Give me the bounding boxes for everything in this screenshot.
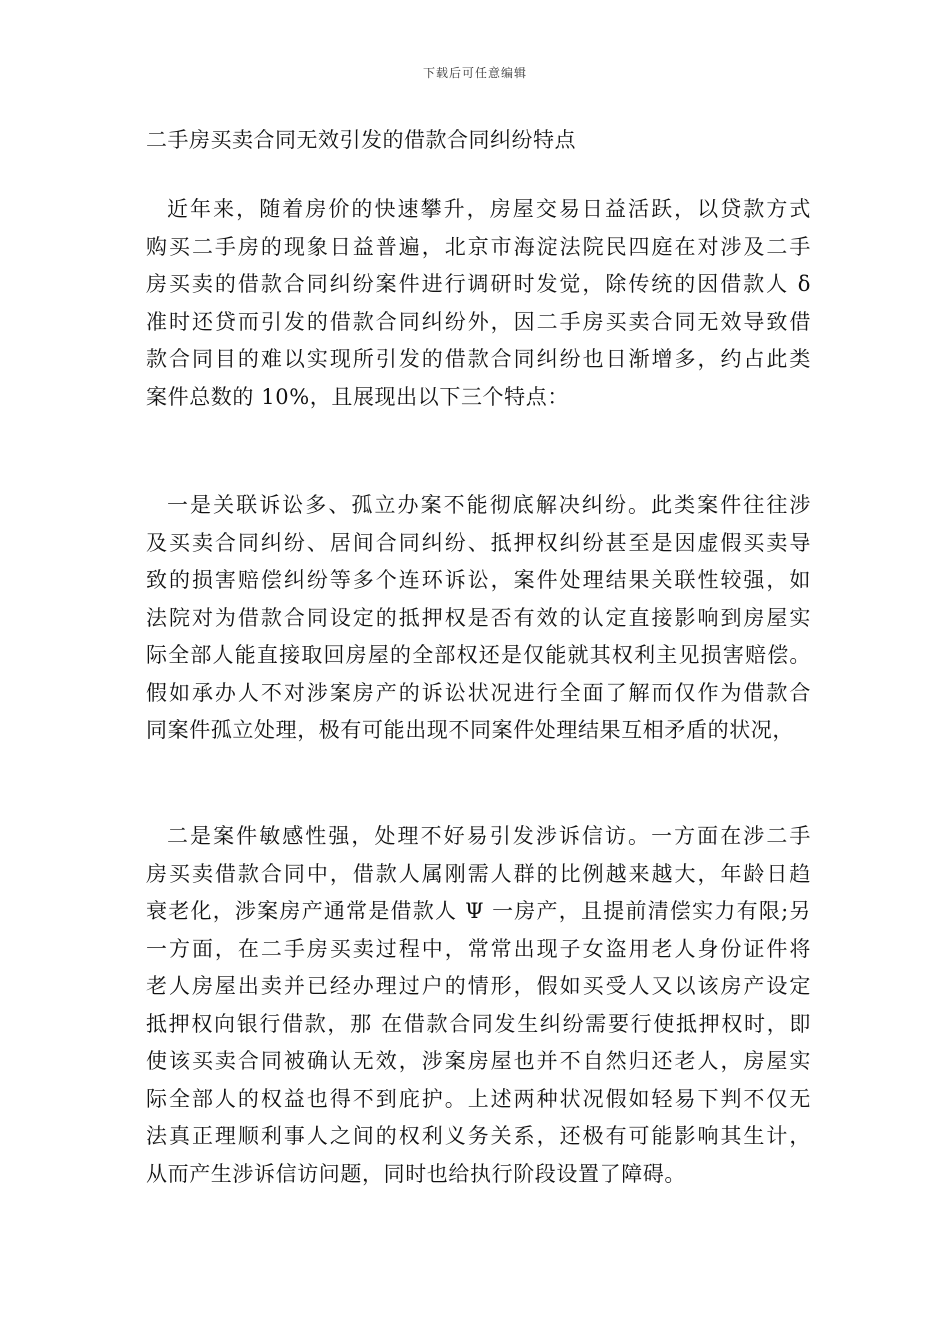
paragraph-line: 从而产生涉诉信访问题，同时也给执行阶段设置了障碍。	[146, 1161, 686, 1186]
paragraph-line: 准时还贷而引发的借款合同纠纷外，因二手房买卖合同无效导致借	[146, 309, 811, 334]
paragraph-line: 法院对为借款合同设定的抵押权是否有效的认定直接影响到房屋实	[146, 605, 811, 630]
paragraph-line: 法真正理顺利事人之间的权利义务关系，还极有可能影响其生计，	[146, 1124, 811, 1148]
paragraph-line: 抵押权向银行借款，那 在借款合同发生纠纷需要行使抵押权时，即	[146, 1011, 811, 1036]
paragraph-line: 案件总数的 10%，且展现出以下三个特点：	[146, 384, 569, 409]
paragraph-line: 际全部人能直接取回房屋的全部权还是仅能就其权利主见损害赔偿。	[146, 643, 811, 667]
paragraph-line: 二是案件敏感性强，处理不好易引发涉诉信访。一方面在涉二手	[167, 824, 811, 848]
paragraph-line: 近年来，随着房价的快速攀升，房屋交易日益活跃，以贷款方式	[167, 197, 811, 221]
paragraph-line: 际全部人的权益也得不到庇护。上述两种状况假如轻易下判不仅无	[146, 1086, 811, 1111]
paragraph-line: 老人房屋出卖并已经办理过户的情形，假如买受人又以该房产设定	[146, 974, 811, 998]
paragraph-line: 房买卖的借款合同纠纷案件进行调研时发觉，除传统的因借款人 δ	[146, 272, 811, 296]
paragraph-intro	[146, 191, 811, 416]
paragraph-line: 及买卖合同纠纷、居间合同纠纷、抵押权纠纷甚至是因虚假买卖导	[146, 530, 811, 555]
paragraph-line: 款合同目的难以实现所引发的借款合同纠纷也日渐增多，约占此类	[146, 347, 811, 371]
paragraph-line: 一方面，在二手房买卖过程中，常常出现子女盗用老人身份证件将	[146, 936, 811, 961]
paragraph-line: 使该买卖合同被确认无效，涉案房屋也并不自然归还老人，房屋实	[146, 1049, 811, 1073]
paragraph-line: 一是关联诉讼多、孤立办案不能彻底解决纠纷。此类案件往往涉	[167, 493, 811, 517]
paragraph-line: 同案件孤立处理，极有可能出现不同案件处理结果互相矛盾的状况，	[146, 718, 794, 742]
paragraph-line: 衰老化，涉案房产通常是借款人 Ψ 一房产，且提前清偿实力有限;另	[146, 899, 811, 923]
paragraph-point-one	[146, 487, 811, 750]
document-title: 二手房买卖合同无效引发的借款合同纠纷特点	[146, 128, 576, 152]
header-note: 下载后可任意编辑	[422, 66, 527, 80]
paragraph-point-two	[146, 818, 811, 1193]
paragraph-line: 购买二手房的现象日益普遍，北京市海淀法院民四庭在对涉及二手	[146, 234, 811, 259]
paragraph-line: 致的损害赔偿纠纷等多个连环诉讼，案件处理结果关联性较强，如	[146, 568, 811, 592]
paragraph-line: 假如承办人不对涉案房产的诉讼状况进行全面了解而仅作为借款合	[146, 680, 811, 705]
paragraph-line: 房买卖借款合同中，借款人属刚需人群的比例越来越大，年龄日趋	[146, 861, 811, 886]
